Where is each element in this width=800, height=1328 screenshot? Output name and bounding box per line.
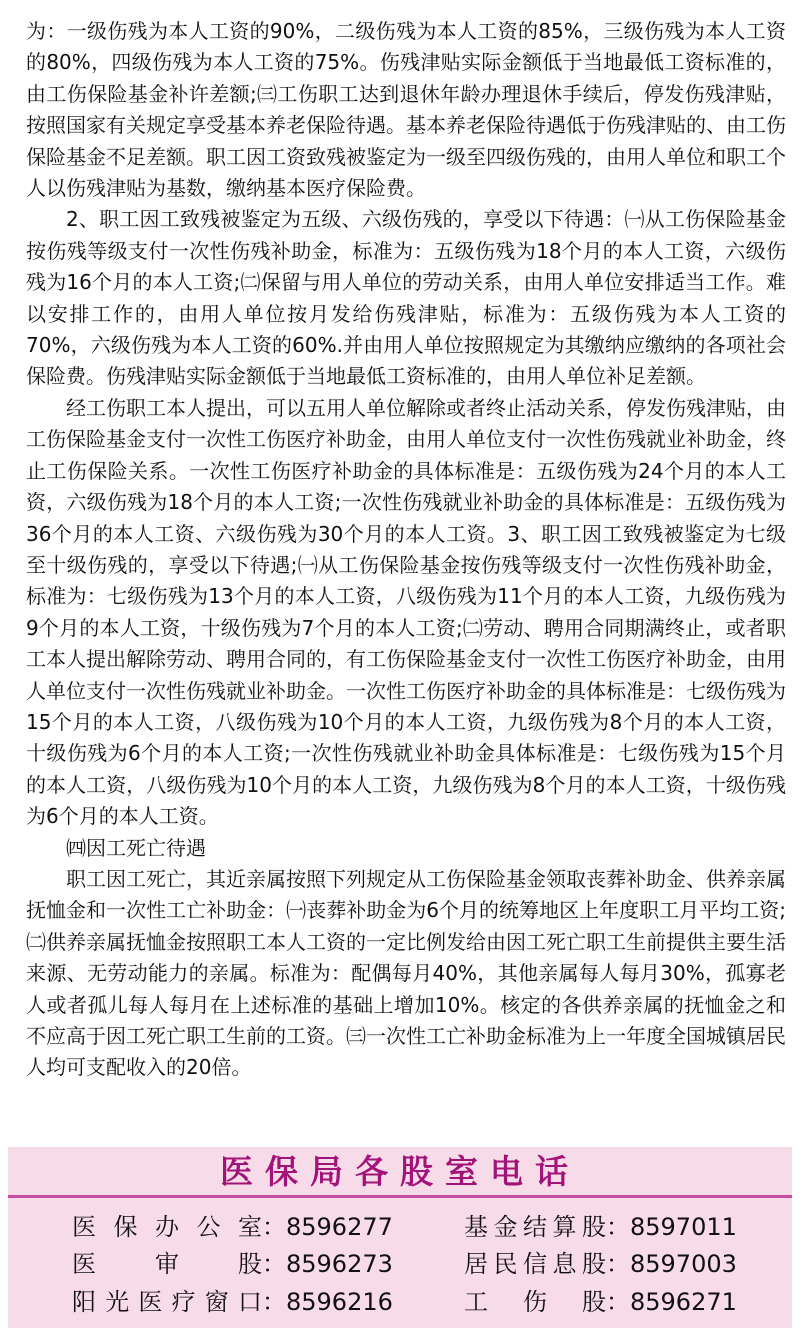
paragraph: 经工伤职工本人提出，可以五用人单位解除或者终止活动关系，停发伤残津贴，由工伤保险基金支付一次性工伤医疗补助金，由用人单位支付一次性伤残就业补助金，终止工伤保险关系。一次性工伤医疗补助金的具体标准是：五级伤残为24个月的本人工资，六级伤残为18个月的本人工资;一次性伤残就业补助金的具体标准是：五级伤残为36个月的本人工资、六级伤残为30个月的本人工资。3、职工因工致残被鉴定为七级至十级伤残的，享受以下待遇;㈠从工伤保险基金按伤残等级支付一次性伤残补助金，标准为：七级伤残为13个月的本人工资，八级伤残为11个月的本人工资，九级伤残为9个月的本人工资，十级伤残为7个月的本人工资;㈡劳动、聘用合同期满终止，或者职工本人提出解除劳动、聘用合同的，有工伤保险基金支付一次性工伤医疗补助金，由用人单位支付一次性伤残就业补助金。一次性工伤医疗补助金的具体标准是：七级伤残为15个月的本人工资，八级伤残为10个月的本人工资，九级伤残为8个月的本人工资，十级伤残为6个月的本人工资;一次性伤残就业补助金具体标准是：七级伤残为15个月的本人工资，八级伤残为10个月的本人工资，九级伤残为8个月的本人工资，十级伤残为6个月的本人工资。: [26, 395, 786, 829]
contact-phone: 8596273: [286, 1250, 393, 1278]
contact-row: [72, 1286, 393, 1318]
contact-row: [464, 1211, 737, 1243]
contact-row: [72, 1211, 393, 1243]
article-body: [26, 16, 786, 1084]
contact-separator: ：: [262, 1250, 286, 1278]
contact-separator: ：: [262, 1288, 286, 1316]
contact-row: [464, 1248, 737, 1280]
contact-label: 医保办公室: [72, 1213, 262, 1241]
contact-phone: 8597011: [630, 1213, 737, 1241]
contact-label: 阳光医疗窗口: [72, 1288, 262, 1316]
contact-phone: 8597003: [630, 1250, 737, 1278]
section-heading: ㈣因工死亡待遇: [66, 835, 206, 860]
contact-row: [72, 1248, 393, 1280]
contact-label: 医审股: [72, 1250, 262, 1278]
paragraph: 2、职工因工致残被鉴定为五级、六级伤残的，享受以下待遇：㈠从工伤保险基金按伤残等级支付一次性伤残补助金，标准为：五级伤残为18个月的本人工资，六级伤残为16个月的本人工资;㈡保留与用人单位的劳动关系，由用人单位安排适当工作。难以安排工作的，由用人单位按月发给伤残津贴，标准为：五级伤残为本人工资的70%，六级伤残为本人工资的60%.并由用人单位按照规定为其缴纳应缴纳的各项社会保险费。伤残津贴实际金额低于当地最低工资标准的，由用人单位补足差额。: [26, 207, 786, 389]
divider: [8, 1195, 792, 1198]
paragraph: 职工因工死亡，其近亲属按照下列规定从工伤保险基金领取丧葬补助金、供养亲属抚恤金和一次性工亡补助金：㈠丧葬补助金为6个月的统筹地区上年度职工月平均工资;㈡供养亲属抚恤金按照职工本人工资的一定比例发给由因工死亡职工生前提供主要生活来源、无劳动能力的亲属。标准为：配偶每月40%，其他亲属每人每月30%，孤寡老人或者孤儿每人每月在上述标准的基础上增加10%。核定的各供养亲属的抚恤金之和不应高于因工死亡职工生前的工资。㈢一次性工亡补助金标准为上一年度全国城镇居民人均可支配收入的20倍。: [26, 866, 786, 1080]
contact-row: [464, 1286, 737, 1318]
contact-separator: ：: [606, 1288, 630, 1316]
contact-separator: ：: [606, 1213, 630, 1241]
contact-separator: ：: [606, 1250, 630, 1278]
contact-label: 基金结算股: [464, 1213, 606, 1241]
contact-phone: 8596277: [286, 1213, 393, 1241]
contact-label: 工伤股: [464, 1288, 606, 1316]
contact-phone: 8596216: [286, 1288, 393, 1316]
contact-phone: 8596271: [630, 1288, 737, 1316]
contact-separator: ：: [262, 1213, 286, 1241]
paragraph: 为：一级伤残为本人工资的90%，二级伤残为本人工资的85%，三级伤残为本人工资的80%，四级伤残为本人工资的75%。伤残津贴实际金额低于当地最低工资标准的，由工伤保险基金补许差额;㈢工伤职工达到退休年龄办理退休手续后，停发伤残津贴，按照国家有关规定享受基本养老保险待遇。基本养老保险待遇低于伤残津贴的、由工伤保险基金不足差额。职工因工资致残被鉴定为一级至四级伤残的，由用人单位和职工个人以伤残津贴为基数，缴纳基本医疗保险费。: [26, 19, 786, 201]
contacts-title: 医保局各股室电话: [220, 1152, 580, 1191]
contact-label: 居民信息股: [464, 1250, 606, 1278]
contacts-panel: [8, 1147, 792, 1328]
